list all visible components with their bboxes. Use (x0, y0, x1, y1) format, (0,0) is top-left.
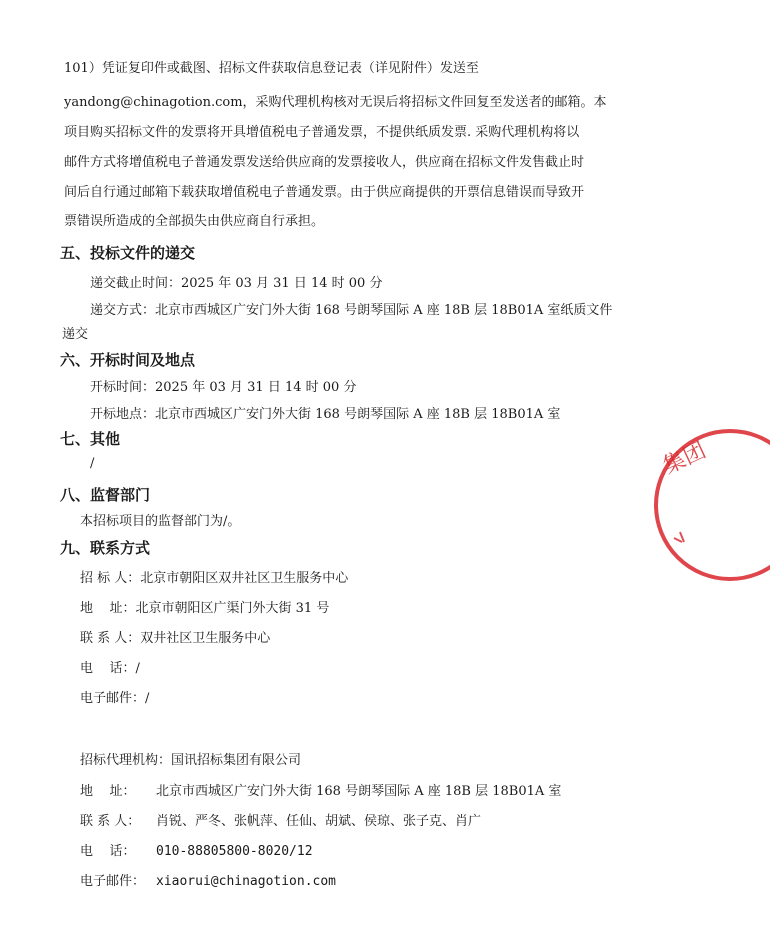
seal-text: 集团 (659, 438, 710, 480)
agency-name: 国讯招标集团有限公司 (171, 753, 302, 768)
tenderer-phone-row (80, 660, 140, 678)
agency-phone-row (80, 843, 313, 861)
tenderer-row (80, 570, 348, 588)
intro-line-3: 项目购买招标文件的发票将开具增值税电子普通发票，不提供纸质发票. 采购代理机构将以 (64, 125, 580, 140)
seal-mark (674, 532, 684, 542)
address-value: 北京市朝阳区广渠门外大街 31 号 (135, 601, 330, 616)
supervision-content: 本招标项目的监督部门为/。 (80, 514, 241, 529)
address-label: 地 址： (80, 601, 136, 616)
intro-line-4: 邮件方式将增值税电子普通发票发送给供应商的发票接收人，供应商在招标文件发售截止时 (64, 155, 585, 170)
intro-line-2: yandong@chinagotion.com，采购代理机构核对无误后将招标文件回复至发送者的邮箱。本 (64, 95, 607, 110)
opening-place: 开标地点：北京市西城区广安门外大街 168 号朗琴国际 A 座 18B 层 18B01A 室 (90, 407, 561, 422)
agency-contact-label: 联 系 人： (80, 814, 141, 829)
agency-email-label: 电子邮件： (80, 874, 146, 889)
tenderer-value: 北京市朝阳区双井社区卫生服务中心 (140, 571, 349, 586)
agency-phone-value: 010-88805800-8020/12 (156, 844, 313, 859)
other-content: / (90, 456, 95, 471)
agency-address-label: 地 址： (80, 784, 136, 799)
intro-line-1: 101）凭证复印件或截图、招标文件获取信息登记表（详见附件）发送至 (64, 61, 479, 76)
contact-label: 联 系 人： (80, 631, 141, 646)
tenderer-address-row (80, 600, 329, 618)
phone-label: 电 话： (80, 661, 136, 676)
agency-contact-row (80, 813, 481, 831)
agency-label: 招标代理机构： (80, 753, 172, 768)
agency-contact-value: 肖锐、严冬、张帆萍、任仙、胡斌、侯琼、张子克、肖广 (156, 814, 482, 829)
phone-value: / (135, 661, 140, 676)
company-seal (650, 420, 770, 590)
agency-row (80, 752, 301, 770)
opening-time: 开标时间：2025 年 03 月 31 日 14 时 00 分 (90, 380, 357, 395)
tenderer-label: 招 标 人： (80, 571, 141, 586)
submission-method-line-2: 递交 (62, 327, 89, 342)
agency-phone-label: 电 话： (80, 844, 136, 859)
submission-method-line-1: 递交方式：北京市西城区广安门外大街 168 号朗琴国际 A 座 18B 层 18B01A 室纸质文件 (90, 303, 613, 318)
agency-email-value: xiaorui@chinagotion.com (156, 874, 337, 889)
email-label: 电子邮件： (80, 691, 146, 706)
contact-value: 双井社区卫生服务中心 (140, 631, 271, 646)
section-7-title: 七、其他 (60, 430, 121, 448)
section-8-title: 八、监督部门 (60, 486, 151, 504)
intro-line-5: 间后自行通过邮箱下载获取增值税电子普通发票。由于供应商提供的开票信息错误而导致开 (64, 185, 585, 200)
submission-deadline: 递交截止时间：2025 年 03 月 31 日 14 时 00 分 (90, 276, 383, 291)
intro-line-6: 票错误所造成的全部损失由供应商自行承担。 (64, 214, 325, 229)
email-value: / (145, 691, 150, 706)
agency-address-row (80, 783, 561, 801)
agency-email-row (80, 873, 336, 891)
tenderer-email-row (80, 690, 149, 708)
agency-address-value: 北京市西城区广安门外大街 168 号朗琴国际 A 座 18B 层 18B01A 室 (156, 784, 562, 799)
tenderer-contact-row (80, 630, 270, 648)
section-5-title: 五、投标文件的递交 (60, 244, 196, 262)
section-6-title: 六、开标时间及地点 (60, 351, 196, 369)
section-9-title: 九、联系方式 (60, 539, 151, 557)
